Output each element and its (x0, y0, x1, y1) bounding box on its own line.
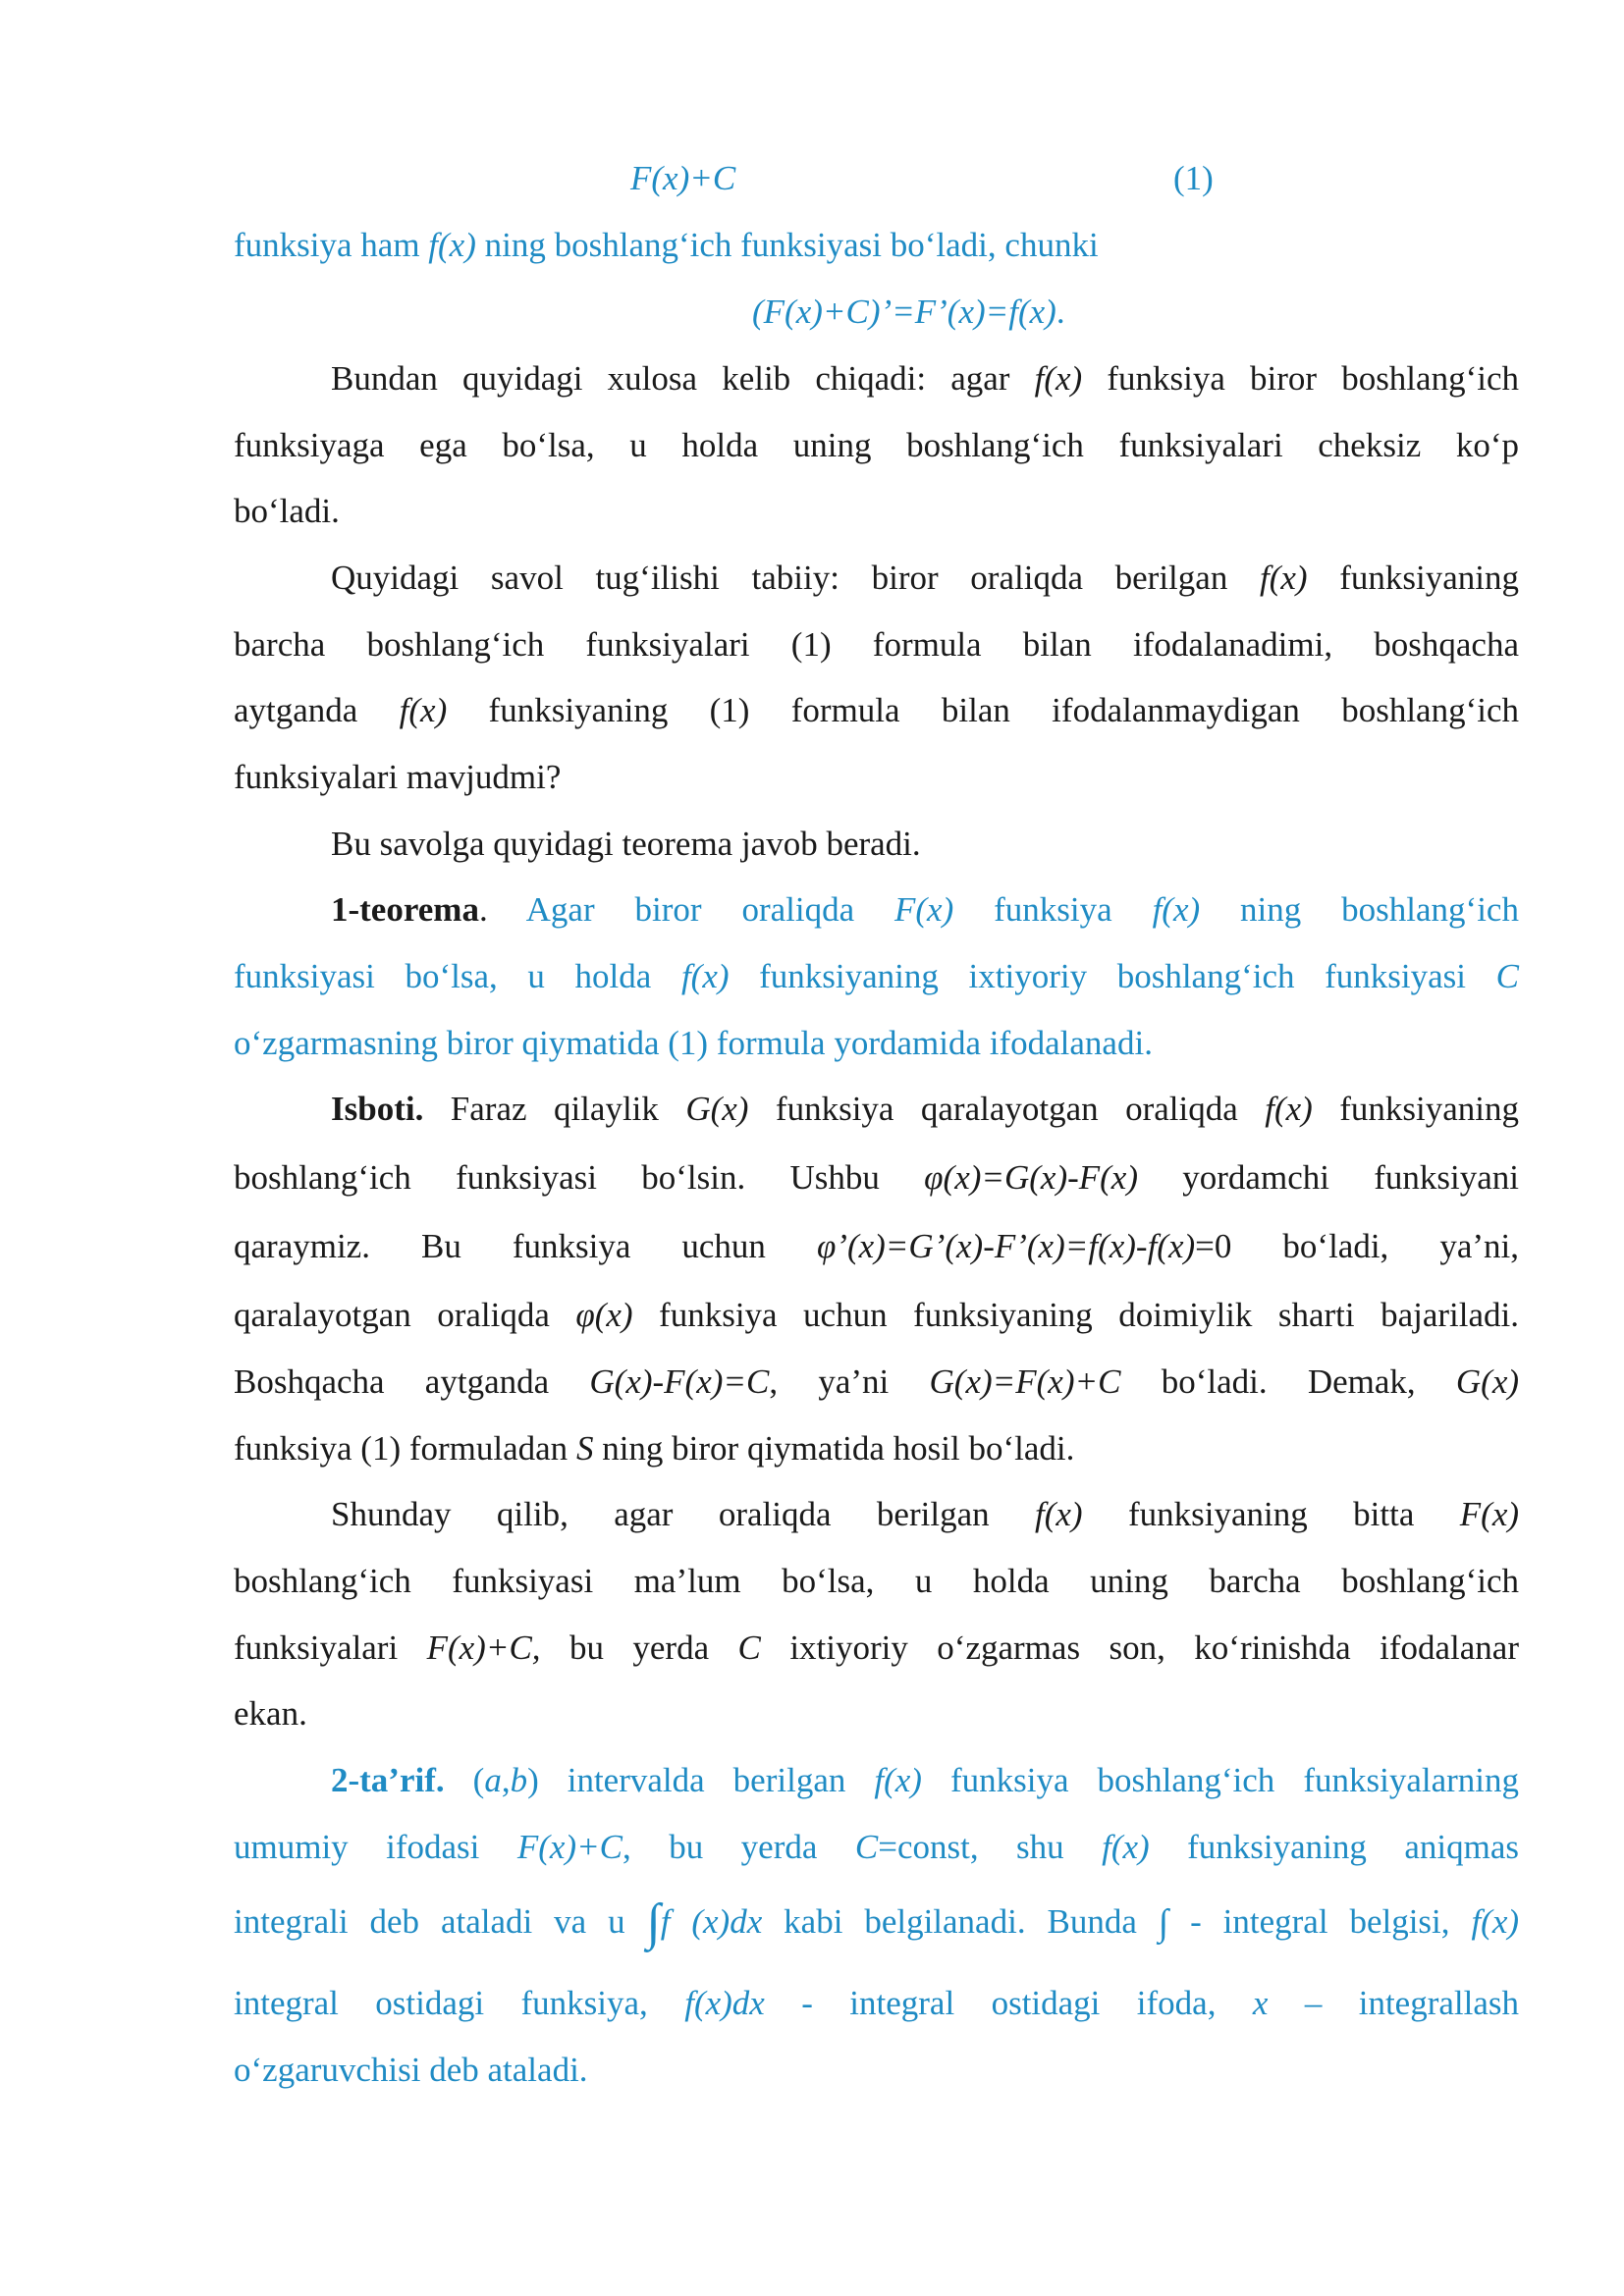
document-page: F(x)+C (1) funksiya ham f(x) ning boshlang‘ich funksiyasi bo‘ladi, chunki (F(x)+C)’=F’(x)=f(x). Bundan quyidagi xulosa kelib chiqadi: agar f(x) funksiya biror boshlang‘ich funksiyaga ega bo‘lsa, u holda uning boshlang‘ich funksiyalari cheksiz ko‘p bo‘ladi. Quyidagi savol tug‘ilishi tabiiy: biror oraliqda berilgan f(x) funksiyaning barcha boshlang‘ich funksiyalari (1) formula bilan ifodalanadimi, boshqacha aytganda f(x) funksiyaning (1) formula bilan ifodalanmaydigan boshlang‘ich funksiyalari mavjudmi? Bu savolga quyidagi teorema javob beradi. 1-teorema. Agar biror oraliqda F(x) funksiya f(x) ning boshlang‘ich funksiyasi bo‘lsa, u holda f(x) funksiyaning ixtiyoriy boshlang‘ich funksiyasi C o‘zgarmasning biror qiymatida (1) formula yordamida ifodalanadi. Isboti. Faraz qilaylik G(x) funksiya qaralayotgan oraliqda f(x) funksiyaning boshlang‘ich funksiyasi bo‘lsin. Ushbu φ(x)=G(x)-F(x) yordamchi funksiyani qaraymiz. Bu funksiya uchun φ’(x)=G’(x)-F’(x)=f(x)-f(x)=0 bo‘ladi, ya’ni, qaralayotgan oraliqda φ(x) funksiya uchun funksiyaning doimiylik sharti bajariladi. Boshqacha aytganda G(x)-F(x)=C, ya’ni G(x)=F(x)+C bo‘ladi. Demak, G(x) funksiya (1) formuladan S ning biror qiymatida hosil bo‘ladi. Shunday qilib, agar oraliqda berilgan f(x) funksiyaning bitta F(x) boshlang‘ich funksiyasi ma’lum bo‘lsa, u holda uning barcha boshlang‘ich funksiyalari F(x)+C, bu yerda C ixtiyoriy o‘zgarmas son, ko‘rinishda ifodalanar ekan. 2-ta’rif. (a,b) intervalda berilgan f(x) funksiya boshlang‘ich funksiyalarning umumiy ifodasi F(x)+C, bu yerda C=const, shu f(x) funksiyaning aniqmas integrali deb ataladi va u ∫f (x)dx kabi belgilanadi. Bunda ∫ - integral belgisi, f(x) integral ostidagi funksiya, f(x)dx - integral ostidagi ifoda, x – integrallash o‘zgaruvchisi deb ataladi. (234, 159, 1520, 2089)
equation-derivative: (F(x)+C)’=F’(x)=f(x). (752, 293, 1065, 331)
text-line-derivative-intro: funksiya ham f(x) ning boshlang‘ich funksiyasi bo‘ladi, chunki (234, 226, 1099, 264)
theorem-label: 1-teorema (331, 890, 479, 929)
equation-1-number: (1) (1173, 159, 1214, 197)
equation-1: F(x)+C (630, 159, 736, 197)
integral-sign: ∫ (646, 1895, 661, 1950)
definition-label: 2-ta’rif. (331, 1761, 445, 1799)
proof-label: Isboti. (331, 1090, 424, 1128)
integral-sign-small: ∫ (1158, 1902, 1169, 1944)
paragraph-theorem-intro: Bu savolga quyidagi teorema javob beradi. (331, 825, 921, 863)
